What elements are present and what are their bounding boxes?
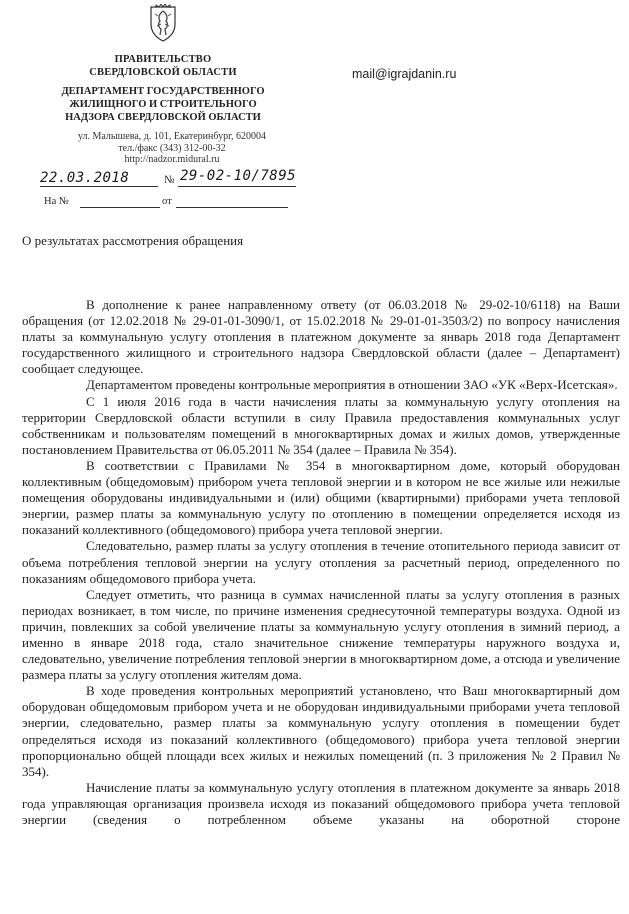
date-underline [40, 186, 158, 187]
body-paragraph: С 1 июля 2016 года в части начисления платы за коммунальную услугу отопления на территории Свердловской области вступили в силу Правила предоставления коммунальных услуг собственникам и пользователям помещений в многоквартирных домах и жилых домов, утвержденные постановлением Правительства от 06.05.2011 № 354 (далее – Правила № 354). [22, 393, 620, 457]
outgoing-number-sign: № [164, 174, 175, 186]
incoming-number-label: На № [44, 196, 69, 207]
address-line: ул. Малышева, д. 101, Екатеринбург, 620004 [77, 131, 267, 142]
number-underline [178, 186, 296, 187]
body-paragraph: В соответствии с Правилами № 354 в многоквартирном доме, который оборудован коллективным (общедомовым) прибором учета тепловой энергии и в котором не все жилые или нежилые помещения оборудованы индивидуальными и (или) общими (квартирными) приборами учета тепловой энергии, размер платы за коммунальную услугу по отоплению в помещении определяется исходя из показаний коллективного (общедомового) прибора учета тепловой энергии. [22, 457, 620, 538]
body-paragraph: Департаментом проведены контрольные мероприятия в отношении ЗАО «УК «Верх-Исетская». [86, 377, 618, 393]
department-line-1: ДЕПАРТАМЕНТ ГОСУДАРСТВЕННОГО [61, 86, 265, 97]
department-line-2: ЖИЛИЩНОГО И СТРОИТЕЛЬНОГО [69, 99, 257, 110]
government-title-line-2: СВЕРДЛОВСКОЙ ОБЛАСТИ [89, 67, 237, 78]
incoming-date-blank [176, 207, 288, 208]
body-paragraph: В ходе проведения контрольных мероприятий установлено, что Ваш многоквартирный дом оборудован общедомовым прибором учета и не оборудован индивидуальными приборами учета тепловой энергии, следовательно, размер платы за коммунальную услугу отопления в помещении будет определяться исходя из показаний коллективного (общедомового) прибора учета тепловой энергии пропорционально общей площади всех жилых и нежилых помещений (п. 3 приложения № 2 Правил № 354). [22, 683, 620, 779]
body-paragraph: Следовательно, размер платы за услугу отопления в течение отопительного периода зависит от объема потребления тепловой энергии на услугу отопления за расчетный период, определенного по показаниям общедомового прибора учета. [22, 538, 620, 586]
department-line-3: НАДЗОРА СВЕРДЛОВСКОЙ ОБЛАСТИ [65, 112, 261, 123]
letter-body [22, 297, 620, 828]
incoming-number-blank [80, 207, 160, 208]
department-address [62, 131, 282, 166]
letter-subject: О результатах рассмотрения обращения [22, 233, 244, 248]
body-paragraph: Начисление платы за коммунальную услугу отопления в платежном документе за январь 2018 года управляющая организация произвела исходя из показаний общедомового прибора учета тепловой энергии (сведения о потребленном объеме указаны на оборотной стороне [22, 779, 620, 827]
phone-fax-line: тел./факс (343) 312-00-32 [118, 142, 226, 154]
government-title-line-1: ПРАВИТЕЛЬСТВО [114, 54, 212, 65]
website-line: http://nadzor.midural.ru [124, 154, 220, 165]
recipient-email: mail@igrajdanin.ru [352, 67, 457, 81]
department-name [50, 85, 276, 124]
outgoing-number: 29-02-10/7895 [180, 168, 297, 184]
body-paragraph: Следует отметить, что разница в суммах начисленной платы за услугу отопления в разных периодах возникает, в том числе, по причине изменения среднесуточной температуры воздуха. Одной из причин, повлекших за собой увеличение платы за коммунальную услугу отопления в зимний период, а именно в январе 2018 года, стало значительное снижение температуры наружного воздуха и, следовательно, увеличение потребления тепловой энергии в многоквартирном доме, а отсюда и увеличение размера платы за услугу отопления жителям дома. [22, 586, 620, 683]
incoming-date-label: от [162, 196, 172, 207]
coat-of-arms-icon [148, 4, 178, 42]
body-paragraph: В дополнение к ранее направленному ответу (от 06.03.2018 № 29-02-10/6118) на Ваши обращения (от 12.02.2018 № 29-01-01-3090/1, от 15.02.2018 № 29-01-01-3503/2) по вопросу начисления платы за коммунальную услугу отопления в платежном документе за январь 2018 года Департамент государственного жилищного и строительного надзора Свердловской области (далее – Департамент) сообщает следующее. [22, 297, 620, 377]
outgoing-date: 22.03.2018 [40, 170, 130, 186]
